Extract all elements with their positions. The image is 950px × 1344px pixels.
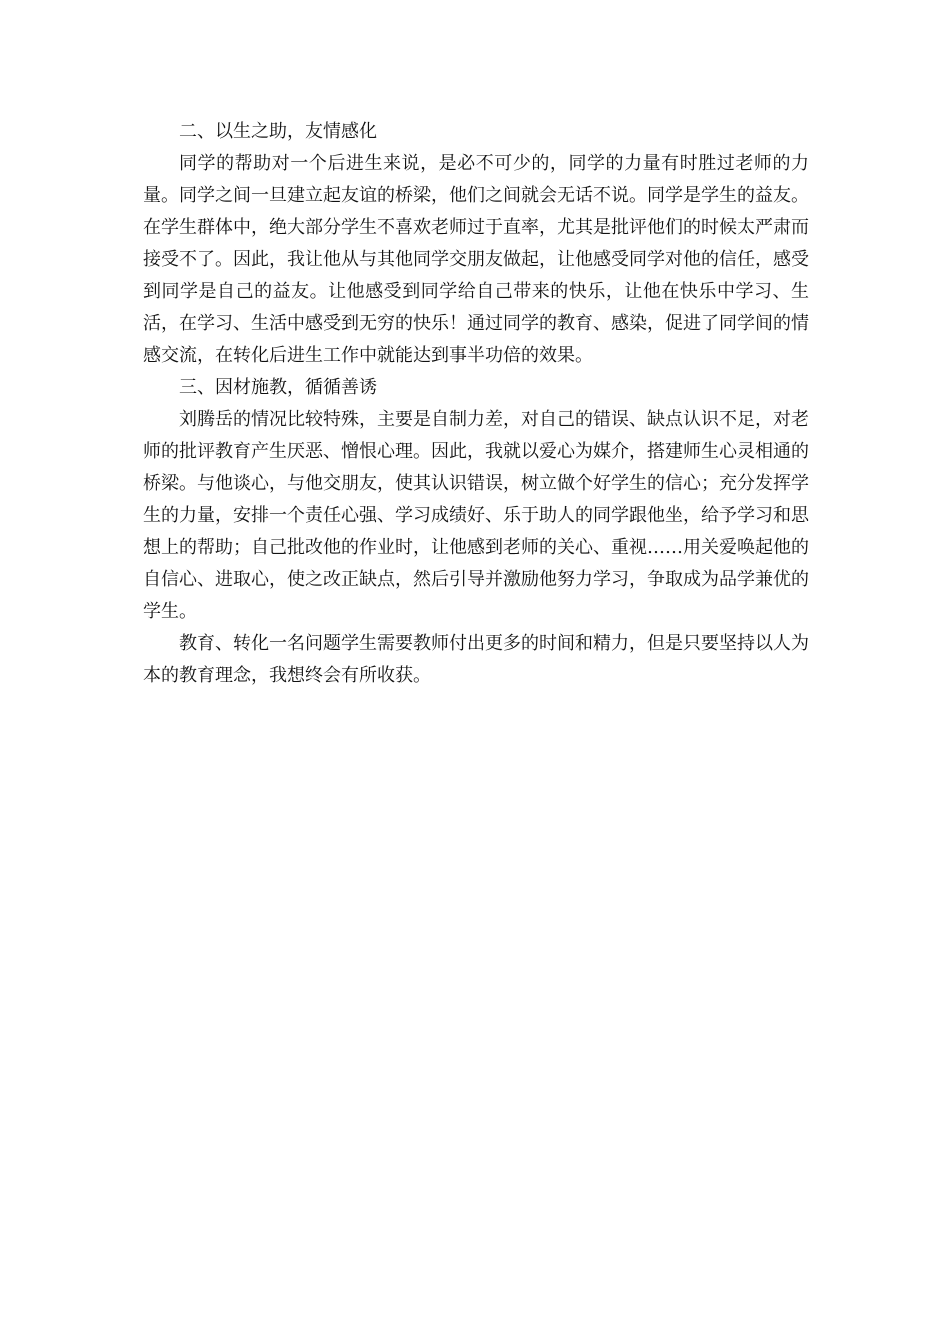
section-heading-3: 三、因材施教，循循善诱 (179, 377, 377, 398)
section-paragraph-3: 刘腾岳的情况比较特殊，主要是自制力差，对自己的错误、缺点认识不足，对老师的批评教育产生厌恶、憎恨心理。因此，我就以爱心为媒介，搭建师生心灵相通的桥梁。与他谈心，与他交朋友，使其认识错误，树立做个好学生的信心；充分发挥学生的力量，安排一个责任心强、学习成绩好、乐于助人的同学跟他坐，给予学习和思想上的帮助；自己批改他的作业时，让他感到老师的关心、重视……用关爱唤起他的自信心、进取心，使之改正缺点，然后引导并激励他努力学习，争取成为品学兼优的学生。 (143, 409, 809, 622)
document-body (143, 116, 809, 692)
section-paragraph-2: 同学的帮助对一个后进生来说，是必不可少的，同学的力量有时胜过老师的力量。同学之间一旦建立起友谊的桥梁，他们之间就会无话不说。同学是学生的益友。在学生群体中，绝大部分学生不喜欢老师过于直率，尤其是批评他们的时候太严肃而接受不了。因此，我让他从与其他同学交朋友做起，让他感受同学对他的信任，感受到同学是自己的益友。让他感受到同学给自己带来的快乐，让他在快乐中学习、生活，在学习、生活中感受到无穷的快乐！通过同学的教育、感染，促进了同学间的情感交流，在转化后进生工作中就能达到事半功倍的效果。 (143, 153, 809, 366)
section-heading-2: 二、以生之助，友情感化 (179, 121, 377, 142)
conclusion-paragraph: 教育、转化一名问题学生需要教师付出更多的时间和精力，但是只要坚持以人为本的教育理念，我想终会有所收获。 (143, 633, 809, 686)
